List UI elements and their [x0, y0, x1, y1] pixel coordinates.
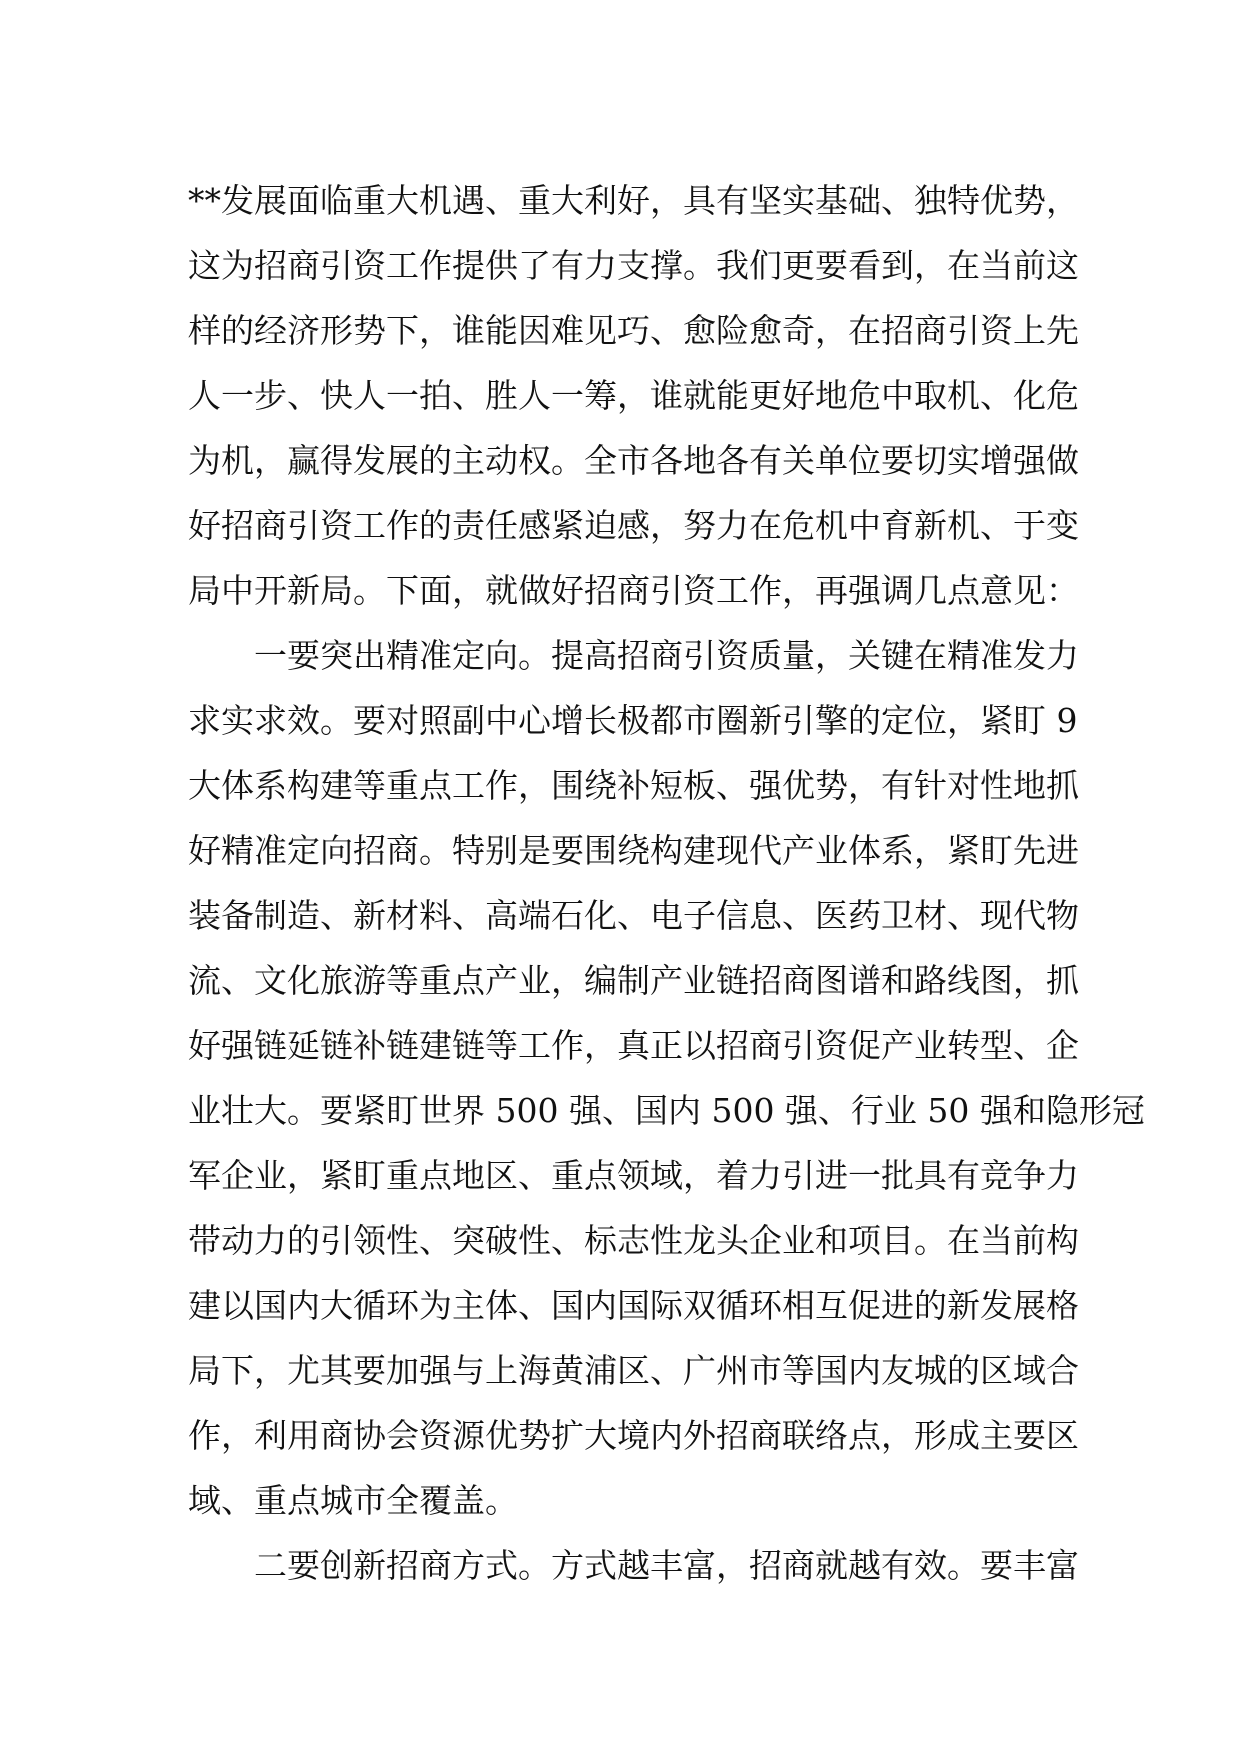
text-line: 大体系构建等重点工作，围绕补短板、强优势，有针对性地抓: [188, 766, 1079, 805]
text-line: 域、重点城市全覆盖。: [188, 1481, 518, 1520]
text-line: 带动力的引领性、突破性、标志性龙头企业和项目。在当前构: [188, 1221, 1079, 1260]
text-line: 人一步、快人一拍、胜人一筹，谁就能更好地危中取机、化危: [188, 376, 1079, 415]
text-line: **发展面临重大机遇、重大利好，具有坚实基础、独特优势，: [188, 181, 1079, 220]
text-line: 局下，尤其要加强与上海黄浦区、广州市等国内友城的区域合: [188, 1351, 1079, 1390]
text-line: 建以国内大循环为主体、国内国际双循环相互促进的新发展格: [188, 1286, 1079, 1325]
text-line: 求实求效。要对照副中心增长极都市圈新引擎的定位，紧盯 9: [188, 701, 1078, 740]
text-line: 业壮大。要紧盯世界 500 强、国内 500 强、行业 50 强和隐形冠: [188, 1091, 1145, 1130]
text-line: 作，利用商协会资源优势扩大境内外招商联络点，形成主要区: [188, 1416, 1079, 1455]
paragraph-start-line: 一要突出精准定向。提高招商引资质量，关键在精准发力: [254, 636, 1079, 675]
text-line: 好强链延链补链建链等工作，真正以招商引资促产业转型、企: [188, 1026, 1079, 1065]
document-body: [188, 168, 1145, 1598]
text-line: 好招商引资工作的责任感紧迫感，努力在危机中育新机、于变: [188, 506, 1079, 545]
text-line: 好精准定向招商。特别是要围绕构建现代产业体系，紧盯先进: [188, 831, 1079, 870]
text-line: 流、文化旅游等重点产业，编制产业链招商图谱和路线图，抓: [188, 961, 1079, 1000]
text-line: 为机，赢得发展的主动权。全市各地各有关单位要切实增强做: [188, 441, 1079, 480]
text-line: 军企业，紧盯重点地区、重点领域，着力引进一批具有竞争力: [188, 1156, 1079, 1195]
paragraph-start-line: 二要创新招商方式。方式越丰富，招商就越有效。要丰富: [254, 1546, 1079, 1585]
text-line: 这为招商引资工作提供了有力支撑。我们更要看到，在当前这: [188, 246, 1079, 285]
text-line: 样的经济形势下，谁能因难见巧、愈险愈奇，在招商引资上先: [188, 311, 1079, 350]
text-line: 装备制造、新材料、高端石化、电子信息、医药卫材、现代物: [188, 896, 1079, 935]
text-line: 局中开新局。下面，就做好招商引资工作，再强调几点意见：: [188, 571, 1079, 610]
